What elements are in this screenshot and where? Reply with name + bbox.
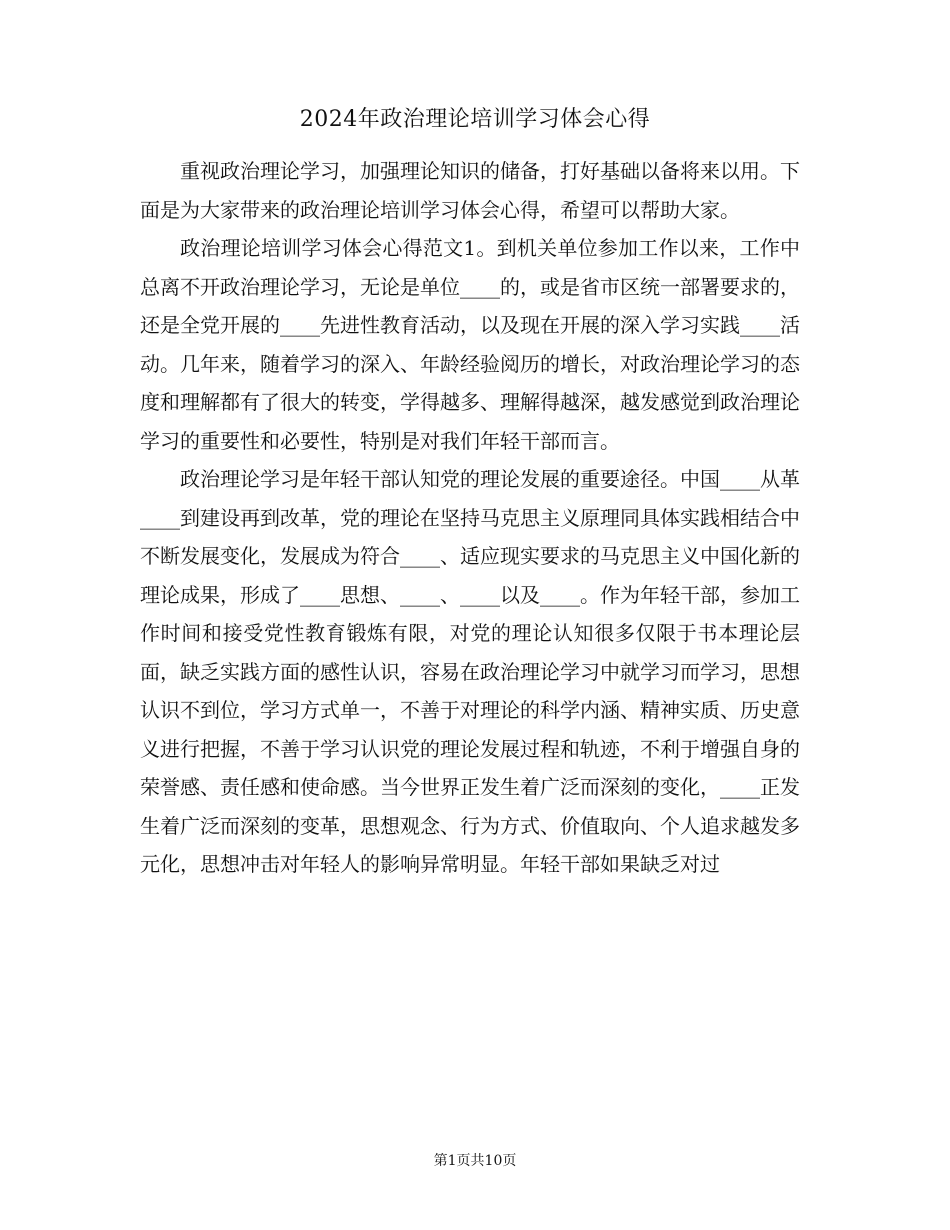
- page-number-footer: 第1页共10页: [433, 1153, 517, 1169]
- paragraph-sample-one: 政治理论培训学习体会心得范文1。到机关单位参加工作以来，工作中总离不开政治理论学习，无论是单位____的，或是省市区统一部署要求的，还是全党开展的____先进性教育活动，以及现在开展的深入学习实践____活动。几年来，随着学习的深入、年龄经验阅历的增长，对政治理论学习的态度和理解都有了很大的转变，学得越多、理解得越深，越发感觉到政治理论学习的重要性和必要性，特别是对我们年轻干部而言。: [140, 236, 800, 453]
- document-body: [140, 152, 800, 884]
- document-title: 2024年政治理论培训学习体会心得: [299, 107, 651, 132]
- paragraph-intro: 重视政治理论学习，加强理论知识的储备，打好基础以备将来以用。下面是为大家带来的政治理论培训学习体会心得，希望可以帮助大家。: [140, 159, 800, 222]
- paragraph-theory-study: 政治理论学习是年轻干部认知党的理论发展的重要途径。中国____从革____到建设再到改革，党的理论在坚持马克思主义原理同具体实践相结合中不断发展变化，发展成为符合____、适应现实要求的马克思主义中国化新的理论成果，形成了____思想、____、____以及____。作为年轻干部，参加工作时间和接受党性教育锻炼有限，对党的理论认知很多仅限于书本理论层面，缺乏实践方面的感性认识，容易在政治理论学习中就学习而学习，思想认识不到位，学习方式单一，不善于对理论的科学内涵、精神实质、历史意义进行把握，不善于学习认识党的理论发展过程和轨迹，不利于增强自身的荣誉感、责任感和使命感。当今世界正发生着广泛而深刻的变化，____正发生着广泛而深刻的变革，思想观念、行为方式、价值取向、个人追求越发多元化，思想冲击对年轻人的影响异常明显。年轻干部如果缺乏对过: [140, 467, 800, 876]
